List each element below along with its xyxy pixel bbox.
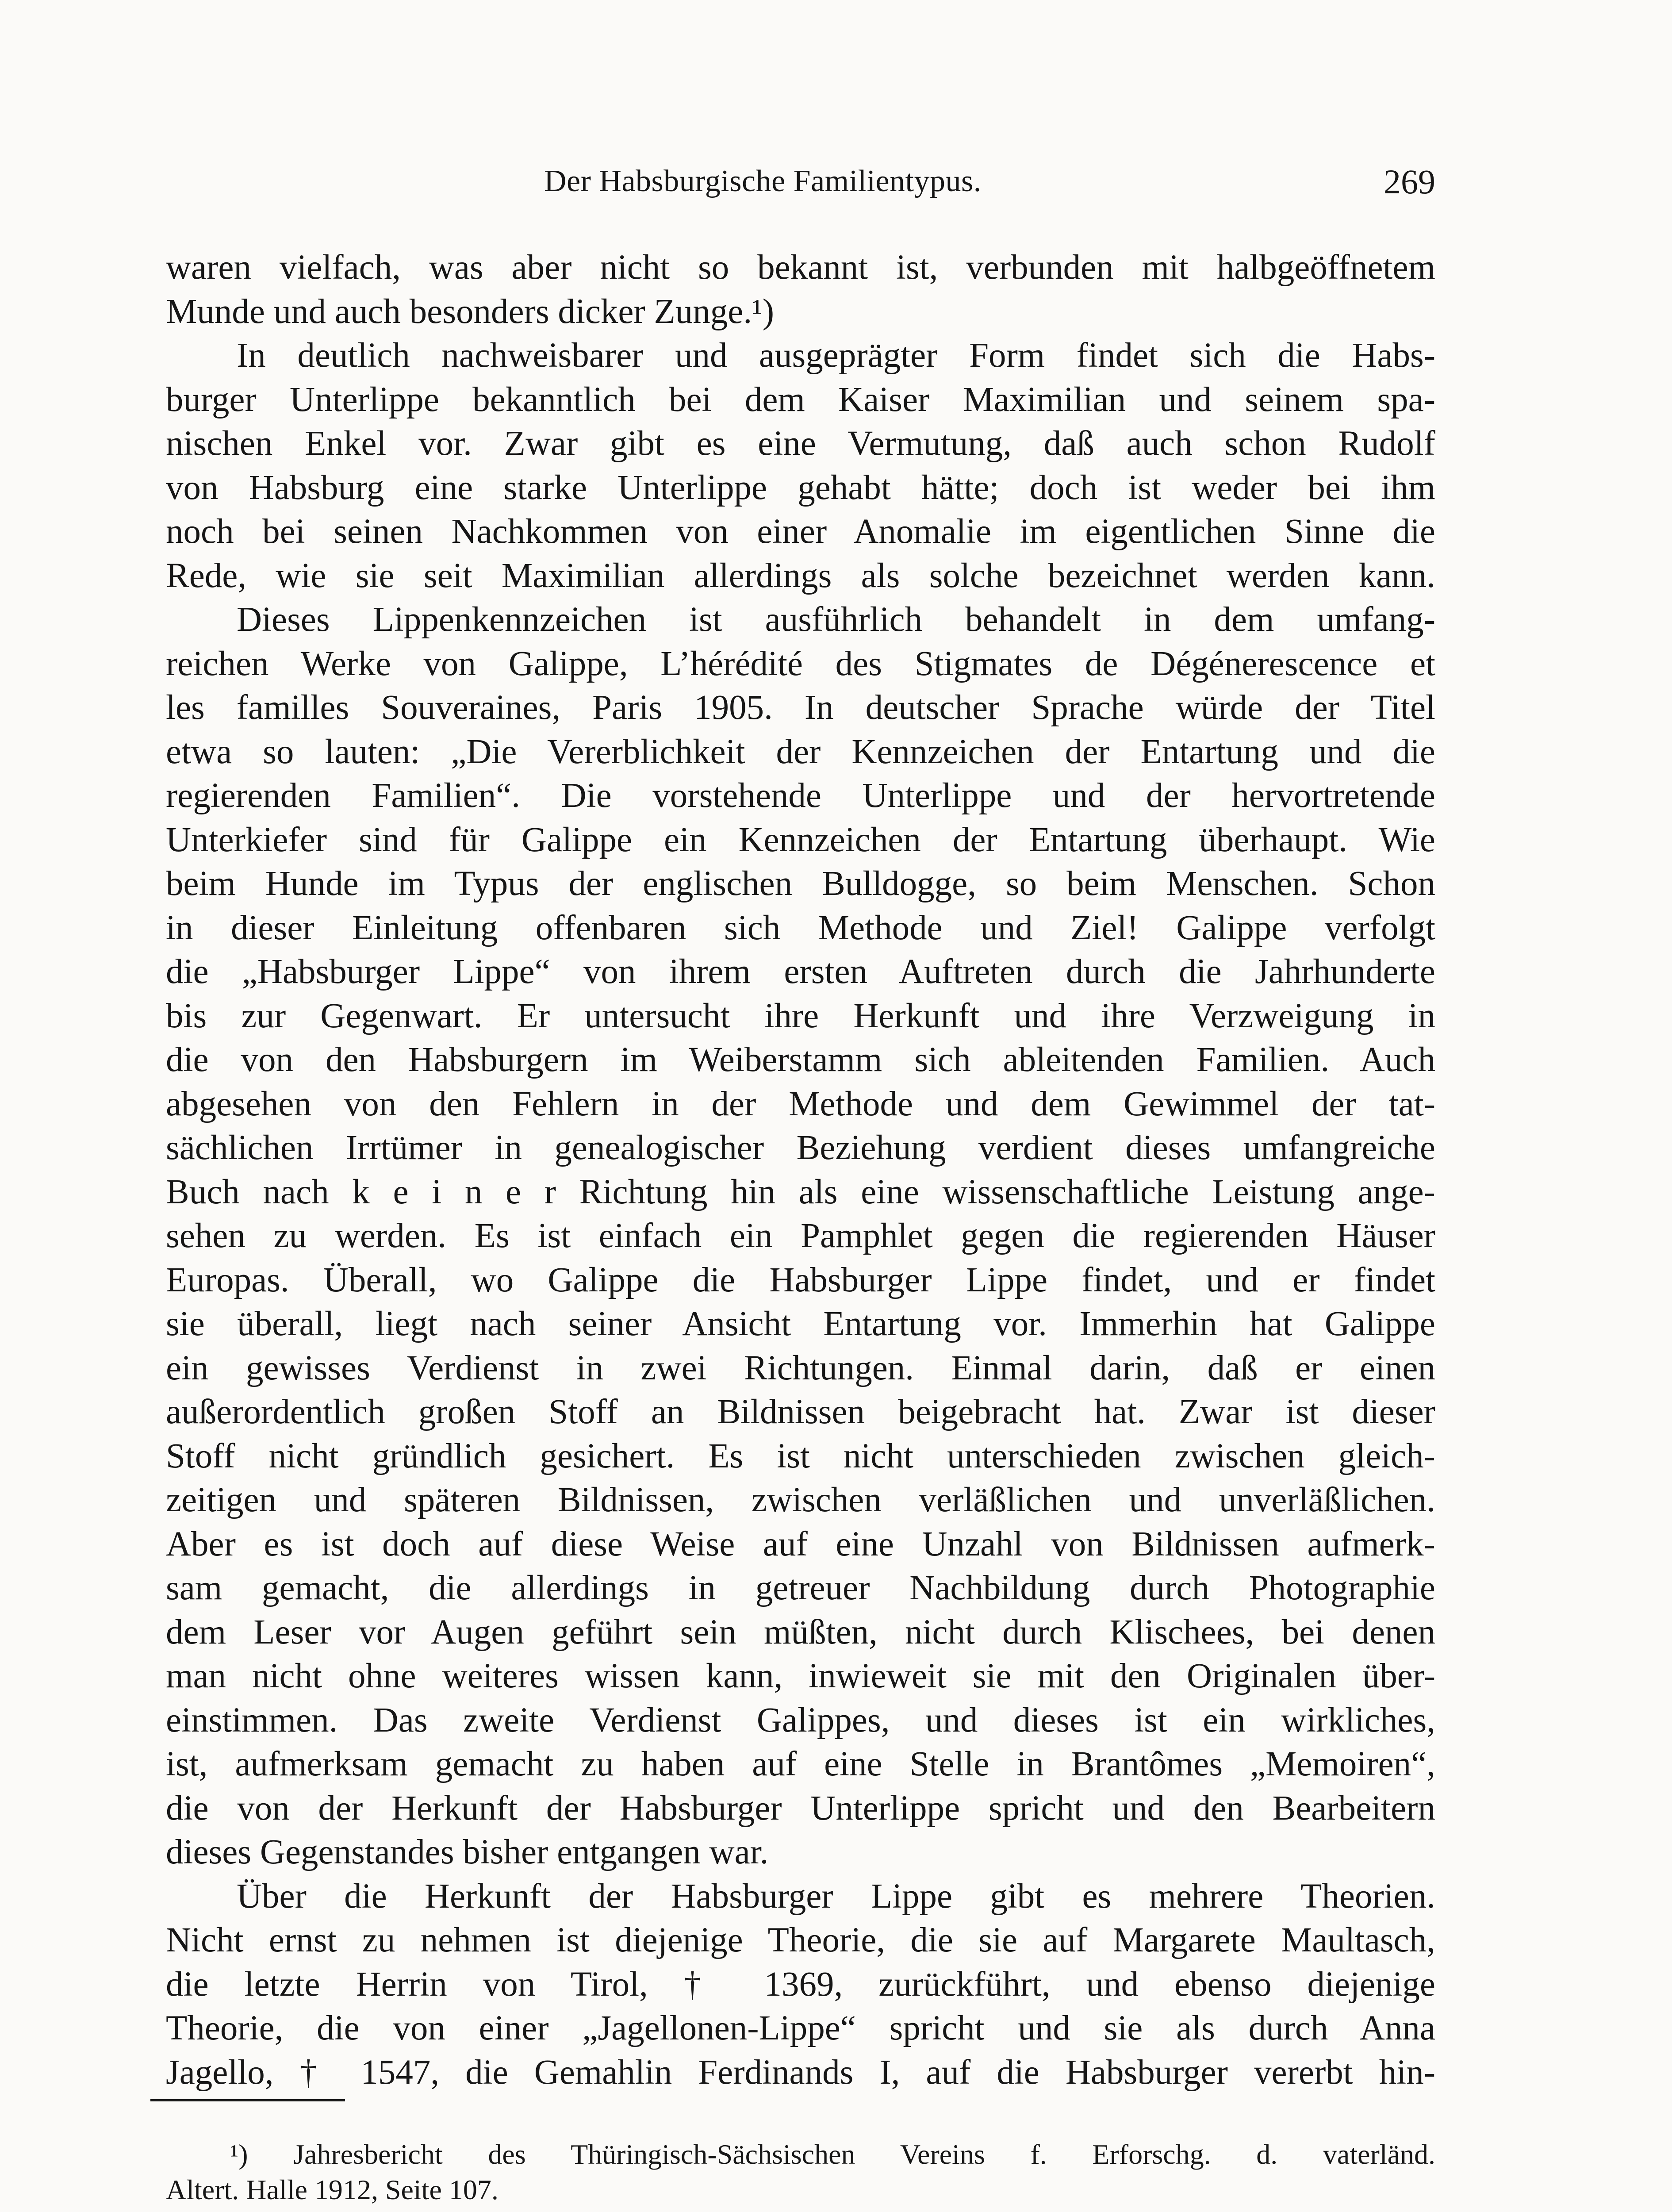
text-line: Unterkiefer sind für Galippe ein Kennzeichen der Entartung überhaupt. Wie [166,820,1435,859]
running-head: Der Habsburgische Familientypus. [544,164,982,198]
text-line: les familles Souveraines, Paris 1905. In deutscher Sprache würde der Titel [166,688,1435,727]
text-line: Rede, wie sie seit Maximilian allerdings als solche bezeichnet werden kann. [166,556,1435,595]
text-line: regierenden Familien“. Die vorstehende Unterlippe und der hervortretende [166,776,1435,815]
text-line: Über die Herkunft der Habsburger Lippe gibt es mehrere Theorien. [237,1877,1435,1916]
text-line: Nicht ernst zu nehmen ist diejenige Theorie, die sie auf Margarete Maultasch, [166,1921,1435,1959]
text-line: Stoff nicht gründlich gesichert. Es ist nicht unterschieden zwischen gleich- [166,1436,1435,1475]
text-line: die von den Habsburgern im Weiberstamm sich ableitenden Familien. Auch [166,1041,1435,1079]
footnotes [166,2137,1435,2208]
page-header [166,164,1435,208]
text-line: die von der Herkunft der Habsburger Unterlippe spricht und den Bearbeitern [166,1789,1435,1828]
text-line: sam gemacht, die allerdings in getreuer Nachbildung durch Photographie [166,1569,1435,1607]
text-line: zeitigen und späteren Bildnissen, zwischen verläßlichen und unverläßlichen. [166,1481,1435,1519]
text-line: sehen zu werden. Es ist einfach ein Pamphlet gegen die regierenden Häuser [166,1217,1435,1255]
text-line: waren vielfach, was aber nicht so bekannt ist, verbunden mit halbgeöffnetem [166,248,1435,287]
text-line: Europas. Überall, wo Galippe die Habsburger Lippe findet, und er findet [166,1260,1435,1299]
text-line: ein gewisses Verdienst in zwei Richtungen. Einmal darin, daß er einen [166,1348,1435,1387]
text-line: dem Leser vor Augen geführt sein müßten, nicht durch Klischees, bei denen [166,1613,1435,1651]
text-line: nischen Enkel vor. Zwar gibt es eine Vermutung, daß auch schon Rudolf [166,424,1435,463]
text-line: die letzte Herrin von Tirol, † 1369, zurückführt, und ebenso diejenige [166,1965,1435,2004]
body-text [166,246,1435,2094]
page-number: 269 [1384,162,1435,201]
text-line: bis zur Gegenwart. Er untersucht ihre Herkunft und ihre Verzweigung in [166,996,1435,1035]
text-line: außerordentlich großen Stoff an Bildnissen beigebracht hat. Zwar ist dieser [166,1393,1435,1431]
footnote-line: ¹) Jahresbericht des Thüringisch-Sächsischen Vereins f. Erforschg. d. vaterländ. [230,2139,1435,2170]
text-line: man nicht ohne weiteres wissen kann, inwieweit sie mit den Originalen über- [166,1657,1435,1695]
text-line: Dieses Lippenkennzeichen ist ausführlich behandelt in dem umfang- [237,600,1435,639]
text-line: ist, aufmerksam gemacht zu haben auf eine Stelle in Brantômes „Memoiren“, [166,1745,1435,1783]
text-line: Jagello, † 1547, die Gemahlin Ferdinands I, auf die Habsburger vererbt hin- [166,2053,1435,2092]
text-line: die „Habsburger Lippe“ von ihrem ersten Auftreten durch die Jahrhunderte [166,952,1435,991]
text-line: beim Hunde im Typus der englischen Bulldogge, so beim Menschen. Schon [166,864,1435,903]
text-line: etwa so lauten: „Die Vererblichkeit der Kennzeichen der Entartung und die [166,732,1435,771]
text-line: sächlichen Irrtümer in genealogischer Beziehung verdient dieses umfangreiche [166,1129,1435,1167]
text-line: sie überall, liegt nach seiner Ansicht Entartung vor. Immerhin hat Galippe [166,1305,1435,1343]
text-line: noch bei seinen Nachkommen von einer Anomalie im eigentlichen Sinne die [166,512,1435,551]
footnote-line: Altert. Halle 1912, Seite 107. [166,2174,499,2205]
text-line: reichen Werke von Galippe, L’hérédité des Stigmates de Dégénerescence et [166,644,1435,683]
text-line: Theorie, die von einer „Jagellonen-Lippe“ spricht und sie als durch Anna [166,2009,1435,2047]
text-line: in dieser Einleitung offenbaren sich Methode und Ziel! Galippe verfolgt [166,908,1435,947]
text-line: burger Unterlippe bekanntlich bei dem Kaiser Maximilian und seinem spa- [166,380,1435,419]
text-line: Munde und auch besonders dicker Zunge.¹) [166,292,775,331]
text-line: In deutlich nachweisbarer und ausgeprägter Form findet sich die Habs- [237,336,1435,375]
text-line: von Habsburg eine starke Unterlippe gehabt hätte; doch ist weder bei ihm [166,468,1435,507]
footnote-rule [150,2099,345,2101]
text-line: abgesehen von den Fehlern in der Methode und dem Gewimmel der tat- [166,1084,1435,1123]
text-line: Aber es ist doch auf diese Weise auf eine Unzahl von Bildnissen aufmerk- [166,1525,1435,1563]
text-line: dieses Gegenstandes bisher entgangen war. [166,1833,769,1871]
text-line: einstimmen. Das zweite Verdienst Galippes, und dieses ist ein wirkliches, [166,1701,1435,1740]
text-line: Buch nach k e i n e r Richtung hin als eine wissenschaftliche Leistung ange- [166,1172,1435,1211]
